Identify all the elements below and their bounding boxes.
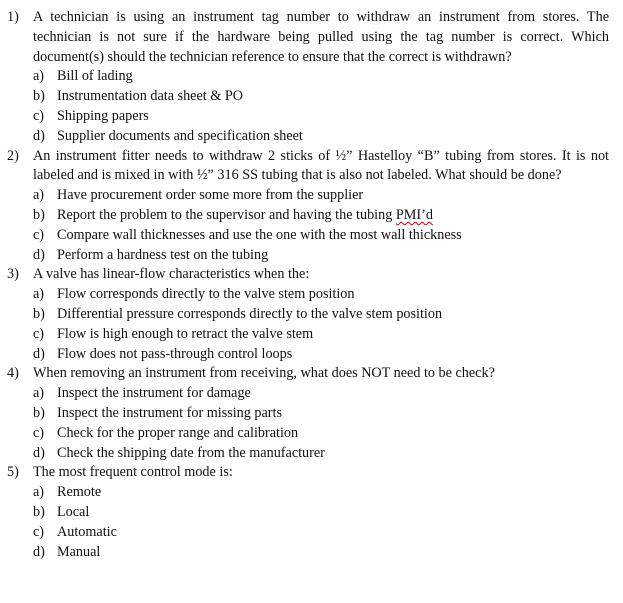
option-5a [0,483,623,503]
option-letter: a) [33,385,45,402]
option-letter: d) [33,543,45,560]
option-letter: a) [33,187,45,204]
question-number: 3) [7,266,19,283]
option-5d [0,543,623,563]
option-text: Check for the proper range and calibration [57,424,299,441]
question-number: 4) [7,365,19,382]
option-text: Check the shipping date from the manufacturer [57,444,325,461]
option-text-main: Report the problem to the supervisor and having the tubing [57,206,396,223]
option-2b [0,206,623,226]
option-text: Bill of lading [57,68,133,85]
option-list [0,186,623,265]
option-text: Compare wall thicknesses and use the one with the most wall thickness [57,226,462,243]
option-letter: b) [33,305,45,322]
question-2 [0,147,623,266]
option-list [0,285,623,364]
option-4a [0,384,623,404]
option-text: Flow does not pass-through control loops [57,345,293,362]
option-text [57,206,433,226]
option-4d [0,444,623,464]
option-text: Manual [57,543,101,560]
option-1d [0,127,623,147]
option-4b [0,404,623,424]
option-letter: a) [33,484,45,501]
question-4 [0,364,623,463]
option-3c [0,325,623,345]
question-3 [0,265,623,364]
option-letter: d) [33,246,45,263]
question-document [0,8,623,562]
option-text: Inspect the instrument for damage [57,385,251,402]
option-letter: c) [33,107,45,124]
option-text: Instrumentation data sheet & PO [57,88,243,105]
option-text: Automatic [57,523,117,540]
option-list [0,67,623,146]
option-text: Have procurement order some more from the supplier [57,187,364,204]
option-text: Local [57,503,90,520]
option-letter: a) [33,286,45,303]
question-text: When removing an instrument from receiving, what does NOT need to be check? [33,365,495,382]
option-letter: c) [33,325,45,342]
option-letter: b) [33,503,45,520]
option-text: Perform a hardness test on the tubing [57,246,269,263]
option-text: Flow is high enough to retract the valve stem [57,325,314,342]
option-2d [0,246,623,266]
spellcheck-flagged-word: PMI’d [395,206,433,223]
option-2c [0,226,623,246]
question-5 [0,463,623,562]
option-text: Inspect the instrument for missing parts [57,404,282,421]
option-text: Supplier documents and specification sheet [57,127,303,144]
option-letter: d) [33,345,45,362]
option-5c [0,523,623,543]
option-3b [0,305,623,325]
question-text: The most frequent control mode is: [33,464,233,481]
question-number: 1) [7,9,19,25]
option-3d [0,345,623,365]
question-text: A valve has linear-flow characteristics when the: [33,266,310,283]
question-text: A technician is using an instrument tag number to withdraw an instrument from stores. The technician is not sure if the hardware being pulled using the tag number is correct. Which document(s) should the technician reference to ensure that the correct is withdrawn? [33,9,609,65]
option-5b [0,503,623,523]
option-2a [0,186,623,206]
option-list [0,483,623,562]
question-number: 2) [7,147,19,164]
option-text: Flow corresponds directly to the valve stem position [57,286,355,303]
option-letter: d) [33,127,45,144]
option-3a [0,285,623,305]
option-letter: d) [33,444,45,461]
option-letter: c) [33,226,45,243]
option-letter: b) [33,206,45,223]
option-1c [0,107,623,127]
option-4c [0,424,623,444]
option-letter: c) [33,523,45,540]
question-1 [0,8,623,147]
option-letter: b) [33,88,45,105]
question-text: An instrument fitter needs to withdraw 2 sticks of ½” Hastelloy “B” tubing from stores. It is not labeled and is mixed in with ½” 316 SS tubing that is also not labeled. What should be done? [33,147,609,184]
option-letter: b) [33,404,45,421]
option-text: Shipping papers [57,107,149,124]
question-number: 5) [7,464,19,481]
option-text: Differential pressure corresponds directly to the valve stem position [57,305,443,322]
option-1b [0,87,623,107]
option-text: Remote [57,484,102,501]
option-list [0,384,623,463]
option-letter: a) [33,68,45,85]
option-letter: c) [33,424,45,441]
option-1a [0,67,623,87]
